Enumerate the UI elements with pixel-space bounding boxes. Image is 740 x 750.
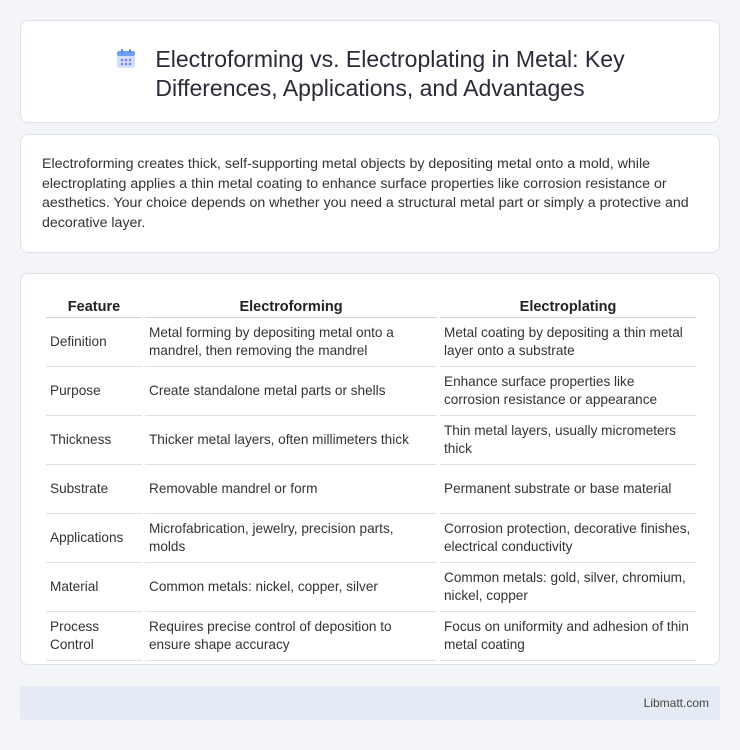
header-electroforming: Electroforming <box>145 296 437 318</box>
row-electroplating: Thin metal layers, usually micrometers thick <box>440 416 696 465</box>
footer-bar <box>20 686 720 720</box>
row-feature: Definition <box>46 318 142 367</box>
row-electroforming: Thicker metal layers, often millimeters thick <box>145 416 437 465</box>
row-electroplating: Common metals: gold, silver, chromium, nickel, copper <box>440 563 696 612</box>
row-electroplating: Permanent substrate or base material <box>440 465 696 514</box>
title-card <box>20 20 720 123</box>
row-electroforming: Requires precise control of deposition to ensure shape accuracy <box>145 612 437 661</box>
row-feature: Material <box>46 563 142 612</box>
row-electroforming: Common metals: nickel, copper, silver <box>145 563 437 612</box>
intro-card <box>20 134 720 253</box>
row-feature: Purpose <box>46 367 142 416</box>
table-header-row <box>46 296 696 318</box>
table-row <box>46 563 696 612</box>
footer-brand: Libmatt.com <box>643 696 709 710</box>
row-feature: Substrate <box>46 465 142 514</box>
table-row <box>46 416 696 465</box>
table-row <box>46 367 696 416</box>
row-electroplating: Enhance surface properties like corrosion resistance or appearance <box>440 367 696 416</box>
row-electroforming: Create standalone metal parts or shells <box>145 367 437 416</box>
intro-paragraph: Electroforming creates thick, self-supporting metal objects by depositing metal onto a mold, while electroplating applies a thin metal coating to enhance surface properties like corrosion resistance or aesthetics. Your choice depends on whether you need a structural metal part or simply a protective and decorative layer. <box>42 156 689 231</box>
row-feature: Applications <box>46 514 142 563</box>
row-electroforming: Metal forming by depositing metal onto a mandrel, then removing the mandrel <box>145 318 437 367</box>
row-feature: Thickness <box>46 416 142 465</box>
row-electroplating: Metal coating by depositing a thin metal layer onto a substrate <box>440 318 696 367</box>
table-row <box>46 465 696 514</box>
page-title-text: Electroforming vs. Electroplating in Metal: Key Differences, Applications, and Advantages <box>155 46 625 101</box>
comparison-table <box>43 296 699 661</box>
header-electroplating: Electroplating <box>440 296 696 318</box>
page-title <box>21 45 719 103</box>
row-electroplating: Focus on uniformity and adhesion of thin metal coating <box>440 612 696 661</box>
row-electroplating: Corrosion protection, decorative finishes, electrical conductivity <box>440 514 696 563</box>
row-feature: Process Control <box>46 612 142 661</box>
comparison-card <box>20 273 720 665</box>
row-electroforming: Removable mandrel or form <box>145 465 437 514</box>
calendar-icon <box>115 48 137 70</box>
header-feature: Feature <box>46 296 142 318</box>
table-row <box>46 612 696 661</box>
table-row <box>46 318 696 367</box>
row-electroforming: Microfabrication, jewelry, precision parts, molds <box>145 514 437 563</box>
table-row <box>46 514 696 563</box>
